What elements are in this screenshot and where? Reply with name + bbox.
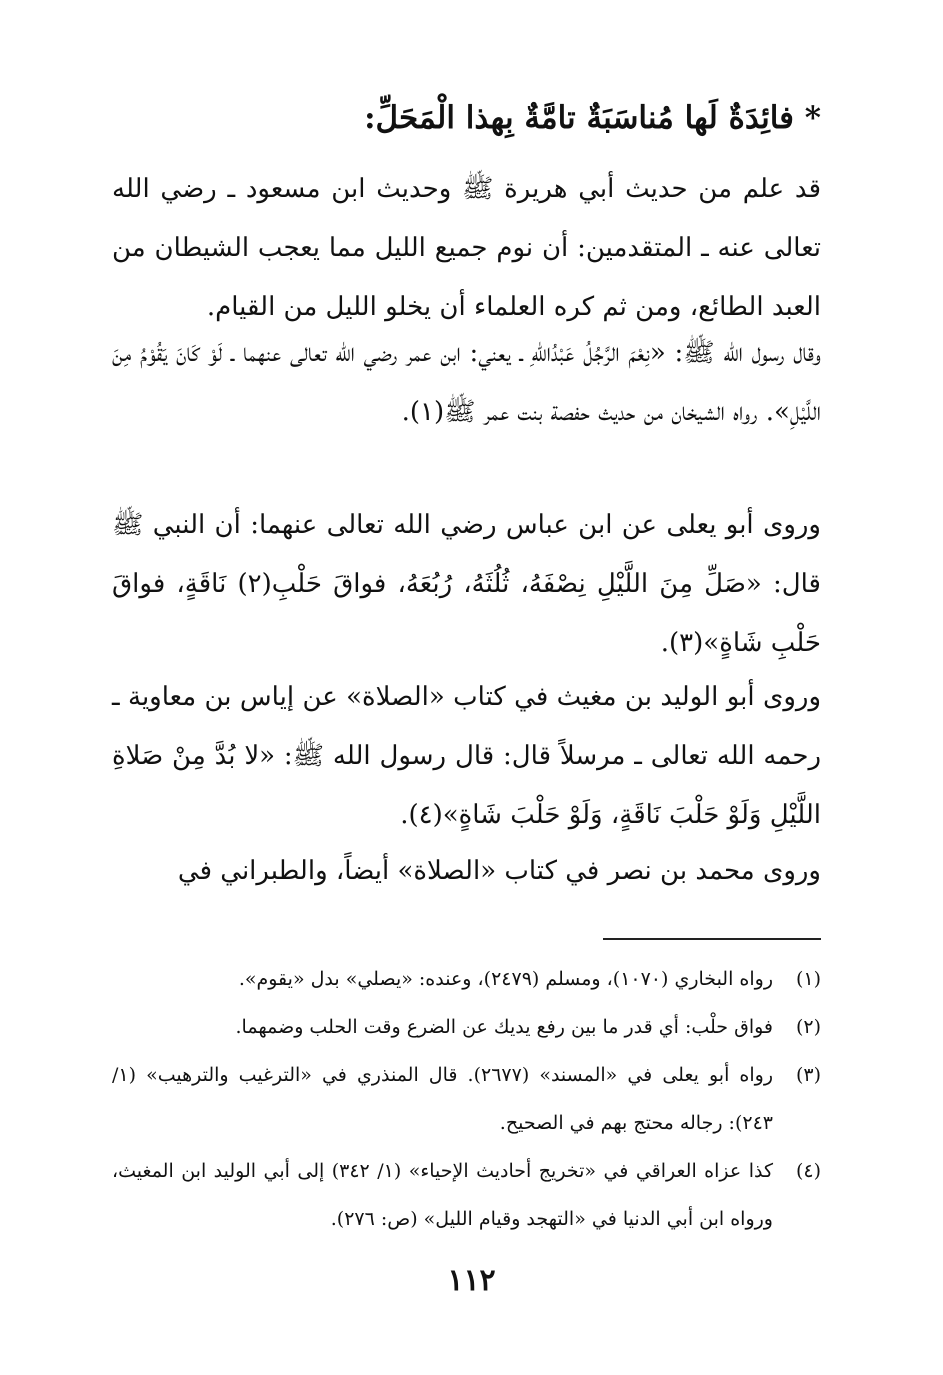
paragraph-2: وقال رسول الله ﷺ: «نِعْمَ الرَّجُلُ عَبْدُاللهِ ـ يعني: ابن عمر رضي الله تعالى عنهما ـ لَوْ كَانَ يَقُوْمُ مِنَ اللَّيْلِ». رواه الشيخان من حديث حفصة بنت عمر ﷺ(١). bbox=[112, 338, 821, 427]
footnote-1 bbox=[112, 955, 821, 1003]
paragraph-4: وروى أبو الوليد بن مغيث في كتاب «الصلاة» عن إياس بن معاوية ـ رحمه الله تعالى ـ مرسلاً قال: قال رسول الله ﷺ: «لا بُدَّ مِنْ صَلاةِ اللَّيْلِ وَلَوْ حَلْبَ نَاقَةٍ، وَلَوْ حَلْبَ شَاةٍ»(٤). bbox=[112, 682, 821, 830]
footnote-separator bbox=[603, 938, 821, 940]
body-text-4 bbox=[112, 668, 821, 845]
footnote-text: فواق حلْب: أي قدر ما بين رفع يديك عن الضرع وقت الحلب وضمهما. bbox=[235, 1016, 773, 1038]
footnotes bbox=[112, 955, 821, 1243]
footnote-3 bbox=[112, 1051, 821, 1147]
section-heading: * فائِدَةٌ لَها مُناسَبَةٌ تامَّةٌ بِهذا الْمَحَلِّ: bbox=[364, 100, 821, 136]
paragraph-5: وروى محمد بن نصر في كتاب «الصلاة» أيضاً، والطبراني في bbox=[177, 856, 821, 886]
footnote-text: كذا عزاه العراقي في «تخريج أحاديث الإحياء» (١/ ٣٤٢) إلى أبي الوليد ابن المغيث، ورواه ابن أبي الدنيا في «التهجد وقيام الليل» (ص: ٢٧٦). bbox=[112, 1160, 773, 1230]
footnote-2 bbox=[112, 1003, 821, 1051]
footnote-number: (٢) bbox=[795, 1016, 821, 1038]
body-text-5 bbox=[112, 842, 821, 901]
footnote-number: (٤) bbox=[795, 1160, 821, 1182]
body-text bbox=[112, 160, 821, 337]
body-text-2 bbox=[112, 324, 821, 442]
footnote-4 bbox=[112, 1147, 821, 1243]
footnote-text: رواه أبو يعلى في «المسند» (٢٦٧٧). قال المنذري في «الترغيب والترهيب» (١/ ٢٤٣): رجاله محتج بهم في الصحيح. bbox=[112, 1064, 773, 1134]
footnote-number: (٣) bbox=[795, 1064, 821, 1086]
page-number: ١١٢ bbox=[447, 1263, 496, 1298]
body-text-3 bbox=[112, 496, 821, 673]
footnote-text: رواه البخاري (١٠٧٠)، ومسلم (٢٤٧٩)، وعنده: «يصلي» بدل «يقوم». bbox=[238, 968, 773, 990]
paragraph-1: قد علم من حديث أبي هريرة ﷺ وحديث ابن مسعود ـ رضي الله تعالى عنه ـ المتقدمين: أن نوم جميع الليل مما يعجب الشيطان من العبد الطائع، ومن ثم كره العلماء أن يخلو الليل من القيام. bbox=[112, 174, 821, 322]
footnote-number: (١) bbox=[795, 968, 821, 990]
paragraph-3: وروى أبو يعلى عن ابن عباس رضي الله تعالى عنهما: أن النبي ﷺ قال: «صَلِّ مِنَ اللَّيْلِ نِصْفَهُ، ثُلُثَهُ، رُبُعَهُ، فواقَ حَلْبِ(٢) نَاقَةٍ، فواقَ حَلْبِ شَاةٍ»(٣). bbox=[112, 510, 821, 658]
